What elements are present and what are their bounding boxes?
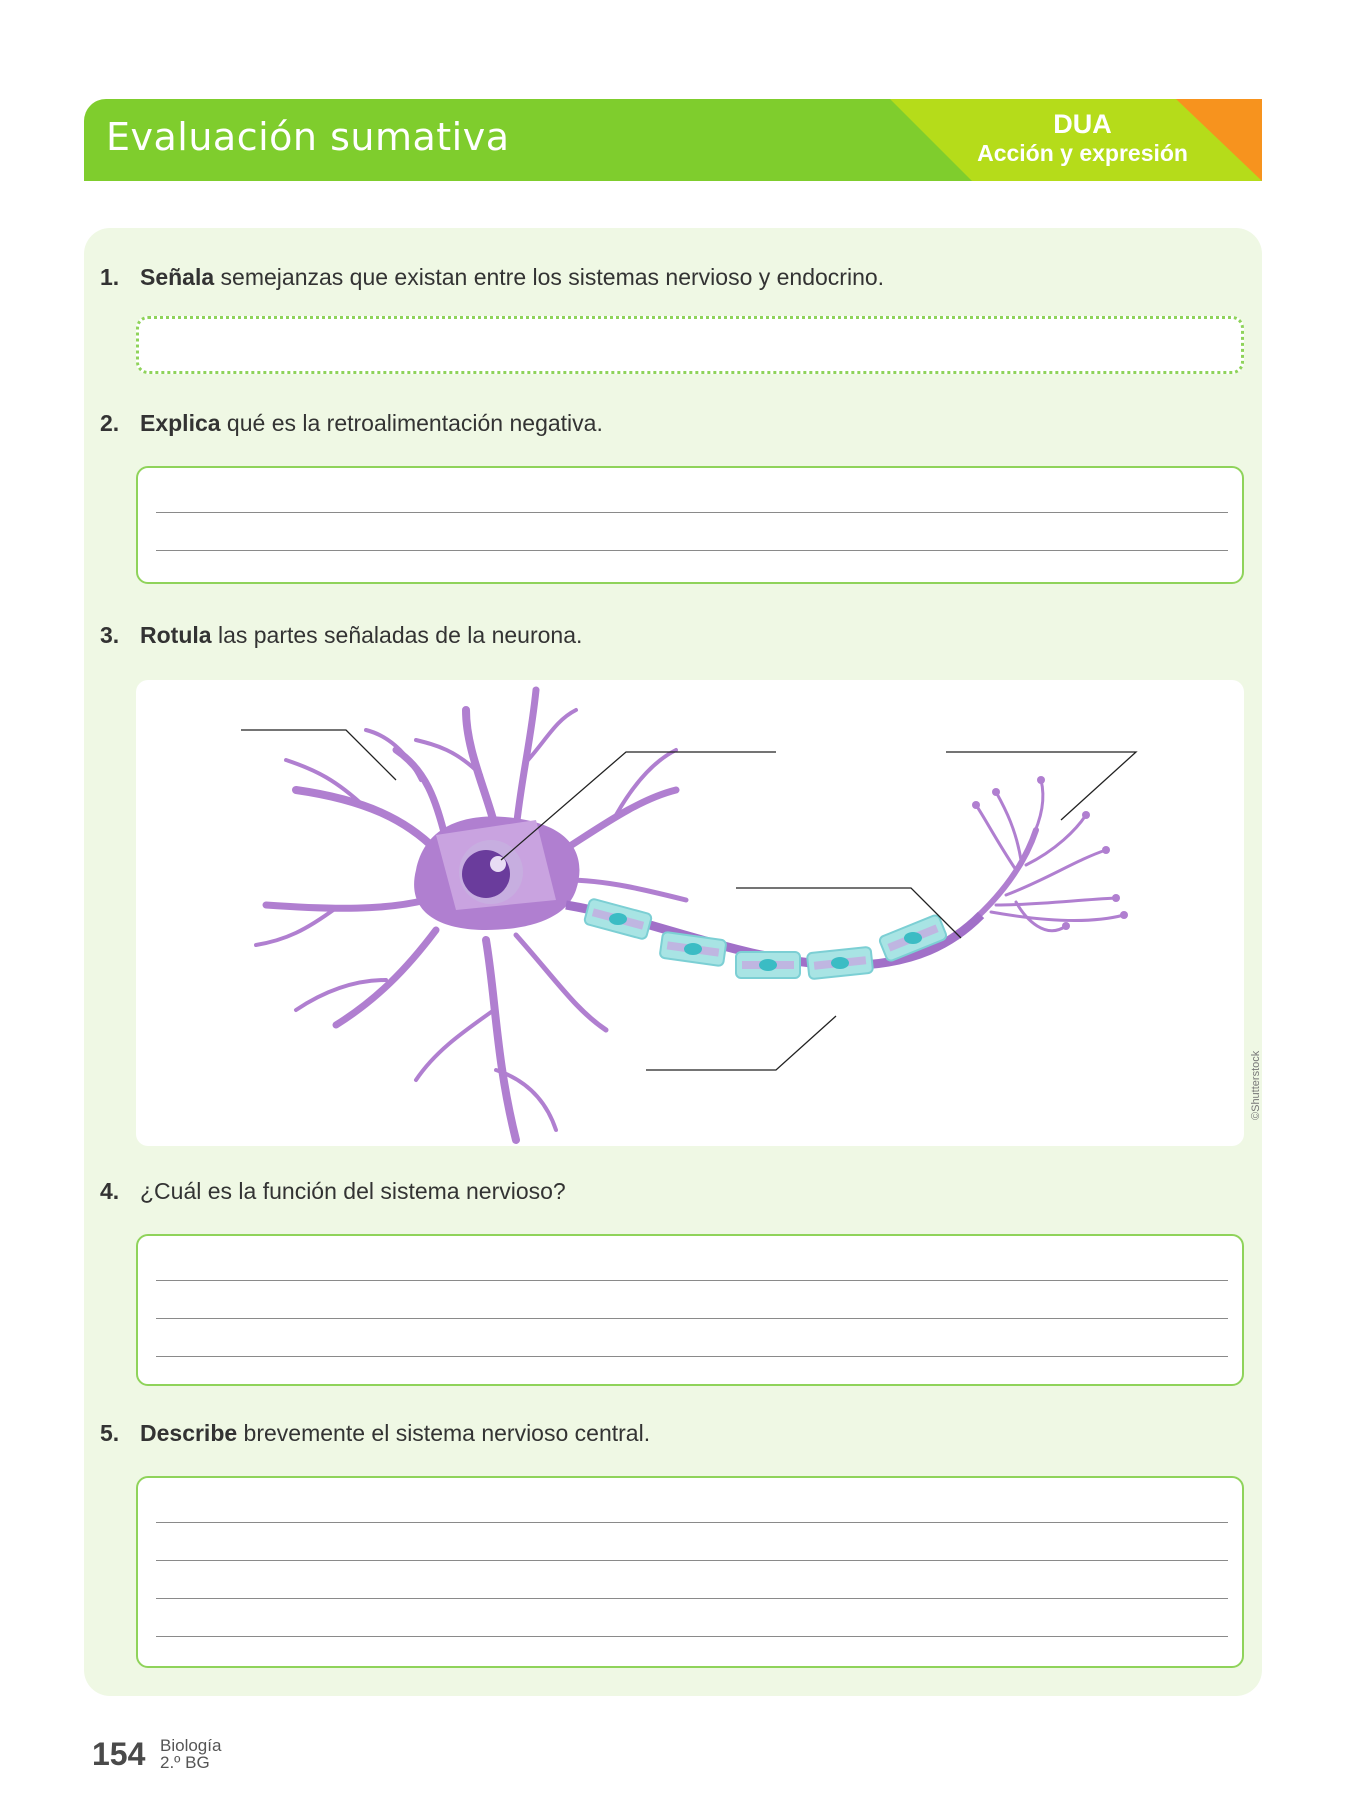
question-text: qué es la retroalimentación negativa.	[220, 410, 603, 436]
page-title: Evaluación sumativa	[106, 115, 510, 159]
question-number: 1.	[100, 264, 120, 290]
dua-subtitle: Acción y expresión	[977, 140, 1188, 166]
subject-name: Biología	[160, 1736, 222, 1755]
question-verb: Señala	[140, 264, 215, 290]
answer-line	[156, 1598, 1228, 1599]
question-text: ¿Cuál es la función del sistema nervioso?	[140, 1178, 566, 1204]
dua-tag: DUA	[1053, 109, 1112, 139]
answer-box-4[interactable]	[136, 1234, 1244, 1386]
answer-line	[156, 1560, 1228, 1561]
question-2	[100, 410, 603, 437]
answer-box-1[interactable]	[136, 316, 1244, 374]
answer-line	[156, 1356, 1228, 1357]
question-verb: Describe	[140, 1420, 238, 1446]
answer-box-2[interactable]	[136, 466, 1244, 584]
answer-line	[156, 1280, 1228, 1281]
question-3	[100, 622, 582, 649]
question-verb: Rotula	[140, 622, 212, 648]
label-line-node	[646, 1016, 836, 1070]
answer-line	[156, 512, 1228, 513]
answer-line	[156, 550, 1228, 551]
question-5	[100, 1420, 650, 1447]
page-number: 154	[92, 1736, 146, 1772]
question-text: semejanzas que existan entre los sistemas nervioso y endocrino.	[214, 264, 885, 290]
image-credit: ©Shutterstock	[1250, 1050, 1262, 1120]
dua-badge	[977, 109, 1188, 167]
header-banner	[84, 99, 1262, 181]
footer-subject	[160, 1737, 221, 1771]
answer-box-5[interactable]	[136, 1476, 1244, 1668]
neuron-figure	[136, 680, 1244, 1146]
question-4	[100, 1178, 566, 1205]
answer-line	[156, 1318, 1228, 1319]
question-text: las partes señaladas de la neurona.	[211, 622, 583, 648]
question-number: 2.	[100, 410, 120, 436]
grade-level: 2.º BG	[160, 1753, 210, 1772]
question-1	[100, 264, 884, 291]
question-number: 3.	[100, 622, 120, 648]
neuron-diagram	[136, 680, 1244, 1146]
answer-line	[156, 1522, 1228, 1523]
question-verb: Explica	[140, 410, 221, 436]
question-number: 5.	[100, 1420, 120, 1446]
question-text: brevemente el sistema nervioso central.	[237, 1420, 651, 1446]
question-number: 4.	[100, 1178, 120, 1204]
answer-line	[156, 1636, 1228, 1637]
